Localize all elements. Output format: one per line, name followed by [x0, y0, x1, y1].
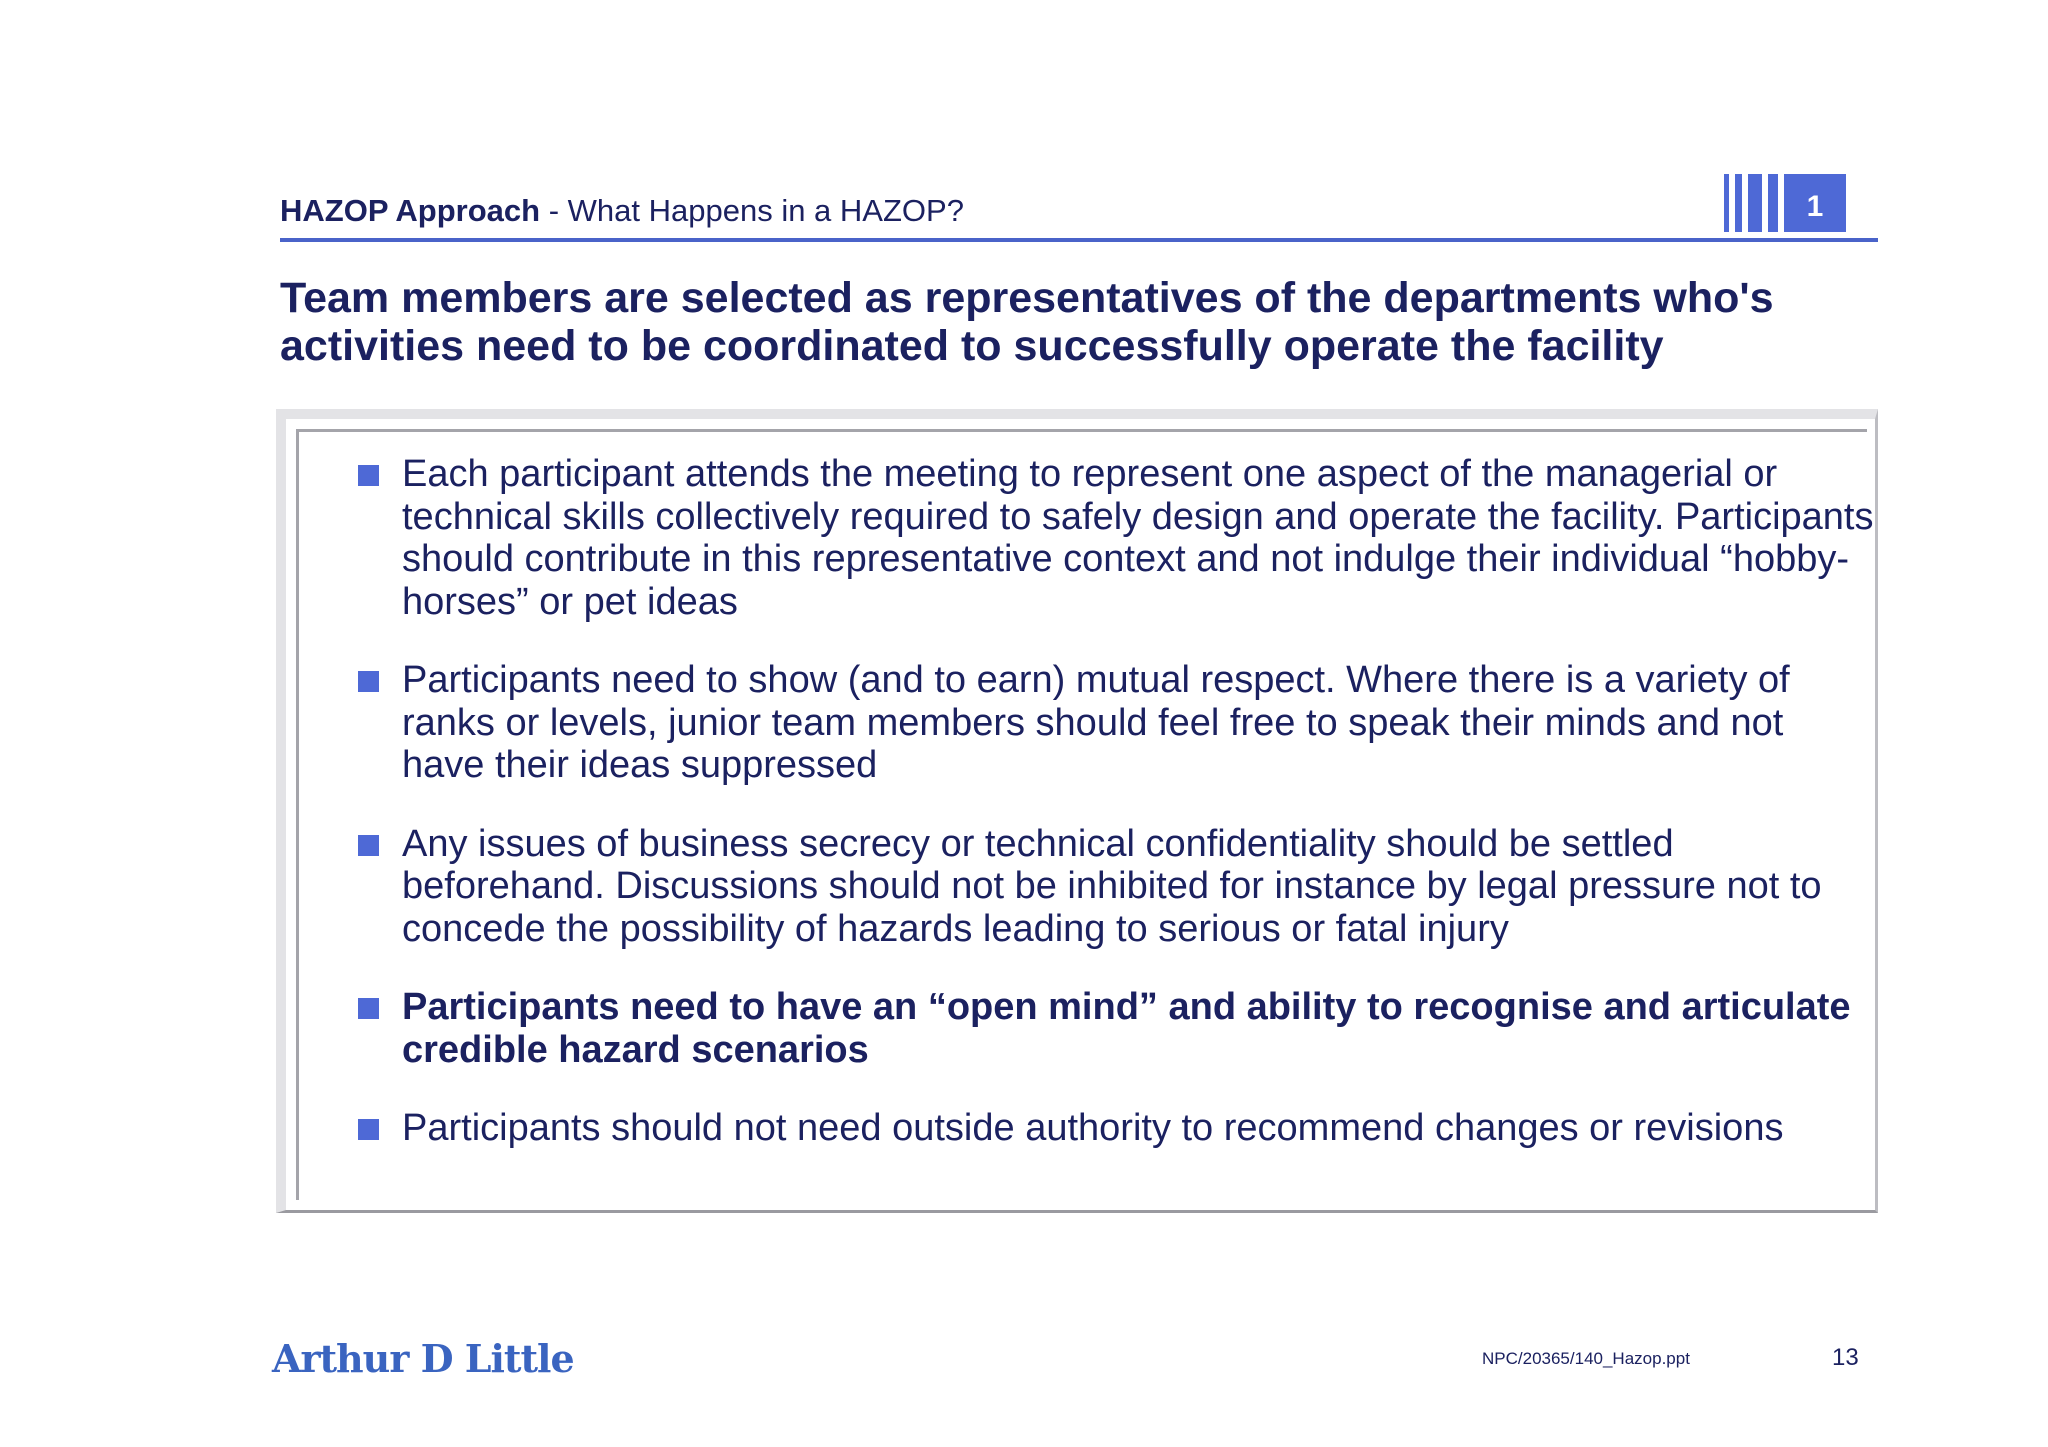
bullet-text: Each participant attends the meeting to represent one aspect of the managerial or technical skills collectively required to safely design and operate the facility. Participants should contribute in this representative context and not indulge their individual “hobby-horses” or pet ideas [402, 453, 1874, 623]
header-title-rest: - What Happens in a HAZOP? [540, 193, 964, 228]
section-marker-bar [1748, 174, 1762, 232]
bullet-item [356, 986, 1876, 1071]
header-divider [280, 238, 1878, 242]
header-title [280, 191, 964, 231]
bullet-item [356, 823, 1876, 951]
bullet-text: Any issues of business secrecy or technical confidentiality should be settled beforehand. Discussions should not be inhibited for instance by legal pressure not to concede the possibility of hazards leading to serious or fatal injury [402, 822, 1822, 950]
section-marker-bar [1735, 174, 1742, 232]
document-reference: NPC/20365/140_Hazop.ppt [1482, 1349, 1690, 1368]
square-bullet-icon [358, 998, 379, 1019]
square-bullet-icon [358, 1119, 379, 1140]
bullet-item [356, 453, 1876, 623]
header-title-bold: HAZOP Approach [280, 193, 541, 228]
square-bullet-icon [358, 835, 379, 856]
bullet-text: Participants need to show (and to earn) mutual respect. Where there is a variety of ranks or levels, junior team members should feel free to speak their minds and not have their ideas suppressed [402, 659, 1790, 786]
bullet-text: Participants need to have an “open mind” and ability to recognise and articulate credible hazard scenarios [402, 986, 1851, 1071]
square-bullet-icon [358, 465, 379, 486]
bullet-text: Participants should not need outside authority to recommend changes or revisions [402, 1107, 1784, 1149]
square-bullet-icon [358, 671, 379, 692]
section-marker-bar [1768, 174, 1778, 232]
bullet-item [356, 659, 1876, 787]
section-marker-bar [1724, 174, 1729, 232]
page-number: 13 [1832, 1344, 1859, 1371]
section-number: 1 [1784, 174, 1846, 232]
bullet-list [356, 453, 1876, 1186]
company-logo: Arthur D Little [272, 1336, 574, 1381]
slide-headline: Team members are selected as representatives of the departments who's activities need to be coordinated to successfully operate the facility [280, 274, 1774, 370]
bullet-item [356, 1107, 1876, 1150]
